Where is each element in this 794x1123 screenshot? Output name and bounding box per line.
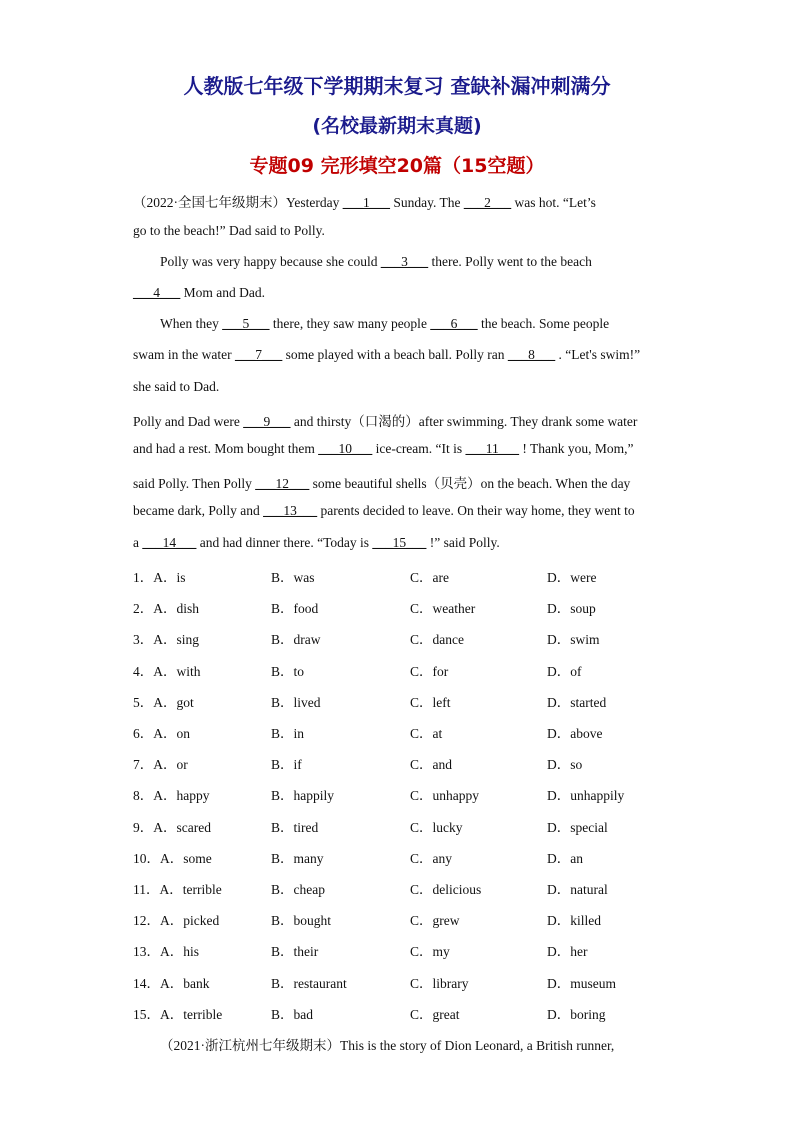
option-row <box>133 878 693 898</box>
option-c[interactable]: C．great <box>410 1006 460 1022</box>
passage-line <box>133 503 673 519</box>
passage-text: there, they saw many people <box>269 316 431 331</box>
option-d[interactable]: D．killed <box>547 913 601 929</box>
option-c[interactable]: C．weather <box>410 601 476 617</box>
passage-text: some beautiful shells（贝壳）on the beach. When the day <box>309 476 631 491</box>
option-c[interactable]: C．at <box>410 726 443 741</box>
passage-line <box>133 441 673 457</box>
answer-blank: ___14___ <box>142 535 197 550</box>
option-c[interactable]: C．are <box>410 570 449 585</box>
answer-blank: ___4___ <box>133 285 181 300</box>
option-row <box>133 847 693 867</box>
option-a[interactable]: 12．A．picked <box>133 913 220 929</box>
answer-blank: ___8___ <box>507 347 556 362</box>
option-d[interactable]: D．special <box>547 819 608 835</box>
passage-line <box>160 254 700 270</box>
option-a[interactable]: 15．A．terrible <box>133 1006 223 1022</box>
option-row <box>133 691 693 711</box>
option-c[interactable]: C．any <box>410 850 452 866</box>
page-subtitle: (名校最新期末真题) <box>312 115 482 137</box>
passage-line <box>133 410 673 430</box>
option-row <box>133 722 693 742</box>
passage-text: swam in the water <box>133 347 235 362</box>
passage-text: ice-cream. “It is <box>372 441 466 456</box>
answer-blank: ___6___ <box>430 316 478 331</box>
option-d[interactable]: D．boring <box>547 1006 606 1022</box>
passage-text: said Polly. Then Polly <box>133 476 256 491</box>
option-a[interactable]: 1．A．is <box>133 570 186 585</box>
passage-line <box>133 535 673 551</box>
option-a[interactable]: 8．A．happy <box>133 788 210 804</box>
option-b[interactable]: B．bought <box>271 913 332 929</box>
option-d[interactable]: D．natural <box>547 882 608 897</box>
passage-text: was hot. “Let’s <box>511 195 596 210</box>
option-c[interactable]: C．my <box>410 944 450 960</box>
option-a[interactable]: 5．A．got <box>133 694 194 710</box>
option-b[interactable]: B．many <box>271 850 324 866</box>
option-b[interactable]: B．in <box>271 726 305 741</box>
topic-heading: 专题09 完形填空20篇（15空题） <box>249 155 545 177</box>
answer-blank: ___7___ <box>234 347 283 362</box>
passage-line <box>133 472 673 492</box>
answer-blank: ___13___ <box>263 503 318 518</box>
passage-text: there. Polly went to the beach <box>428 254 592 269</box>
passage-text: and had a rest. Mom bought them <box>133 441 319 456</box>
option-b[interactable]: B．draw <box>271 632 321 648</box>
passage-text: parents decided to leave. On their way home, they went to <box>317 503 635 518</box>
option-d[interactable]: D．unhappily <box>547 788 625 804</box>
option-b[interactable]: B．tired <box>271 819 319 835</box>
passage-text: became dark, Polly and <box>133 503 264 518</box>
option-c[interactable]: C．delicious <box>410 882 482 897</box>
option-b[interactable]: B．restaurant <box>271 975 347 991</box>
passage-text: and thirsty（口渴的）after swimming. They drank some water <box>290 414 638 429</box>
passage-text: a <box>133 535 143 550</box>
passage-text: Sunday. The <box>390 195 464 210</box>
option-row <box>133 940 693 960</box>
option-d[interactable]: D．above <box>547 726 603 741</box>
option-d[interactable]: D．so <box>547 757 583 773</box>
page-title: 人教版七年级下学期期末复习 查缺补漏冲刺满分 <box>183 74 611 98</box>
option-a[interactable]: 3．A．sing <box>133 632 200 648</box>
passage-text: When they <box>160 316 223 331</box>
option-b[interactable]: B．food <box>271 601 319 617</box>
passage-line <box>133 379 673 395</box>
option-d[interactable]: D．museum <box>547 975 616 991</box>
passage-text: . “Let's swim!” <box>555 347 641 362</box>
option-row <box>133 597 693 617</box>
answer-blank: ___2___ <box>463 195 512 210</box>
option-c[interactable]: C．for <box>410 663 449 679</box>
option-row <box>133 784 693 804</box>
option-b[interactable]: B．bad <box>271 1006 313 1022</box>
option-b[interactable]: B．if <box>271 757 302 773</box>
option-b[interactable]: B．was <box>271 570 315 585</box>
option-c[interactable]: C．unhappy <box>410 788 479 804</box>
option-a[interactable]: 7．A．or <box>133 757 188 773</box>
passage-text: （2022·全国七年级期末）Yesterday <box>133 195 343 210</box>
option-a[interactable]: 13．A．his <box>133 944 200 960</box>
option-c[interactable]: C．and <box>410 757 452 773</box>
option-row <box>133 1003 693 1023</box>
passage-line <box>160 316 700 332</box>
option-row <box>133 972 693 992</box>
option-row <box>133 816 693 836</box>
passage-text: Mom and Dad. <box>180 285 265 300</box>
answer-blank: ___1___ <box>342 195 390 210</box>
option-row <box>133 566 693 586</box>
option-a[interactable]: 9．A．scared <box>133 819 211 835</box>
passage-line <box>133 223 673 239</box>
option-b[interactable]: B．happily <box>271 788 334 804</box>
option-a[interactable]: 10．A．some <box>133 850 212 866</box>
option-b[interactable]: B．lived <box>271 694 321 710</box>
passage-text: Polly was very happy because she could <box>160 254 381 269</box>
option-row <box>133 753 693 773</box>
passage-text: and had dinner there. “Today is <box>196 535 373 550</box>
option-c[interactable]: C．grew <box>410 913 460 929</box>
passage-2-intro: （2021·浙江杭州七年级期末）This is the story of Dion Leonard, a British runner, <box>160 1038 615 1053</box>
passage-line <box>133 191 673 211</box>
passage-line <box>133 285 673 301</box>
option-a[interactable]: 6．A．on <box>133 726 190 741</box>
option-c[interactable]: C．library <box>410 975 469 991</box>
answer-blank: ___9___ <box>243 414 291 429</box>
option-d[interactable]: D．started <box>547 694 607 710</box>
option-row <box>133 628 693 648</box>
passage-text: the beach. Some people <box>477 316 610 331</box>
option-d[interactable]: D．swim <box>547 632 600 648</box>
passage-text: she said to Dad. <box>133 379 220 394</box>
answer-blank: ___15___ <box>372 535 427 550</box>
answer-blank: ___10___ <box>318 441 373 456</box>
passage-text: Polly and Dad were <box>133 414 244 429</box>
option-c[interactable]: C．lucky <box>410 819 463 835</box>
passage-text: !” said Polly. <box>426 535 500 550</box>
option-row <box>133 909 693 929</box>
passage-line <box>133 347 673 363</box>
option-d[interactable]: D．soup <box>547 601 596 617</box>
option-d[interactable]: D．her <box>547 944 588 960</box>
option-row <box>133 660 693 680</box>
passage-text: go to the beach!” Dad said to Polly. <box>133 223 325 238</box>
option-b[interactable]: B．their <box>271 944 319 960</box>
passage-text: some played with a beach ball. Polly ran <box>282 347 508 362</box>
option-a[interactable]: 4．A．with <box>133 663 201 679</box>
option-d[interactable]: D．an <box>547 850 583 866</box>
answer-blank: ___3___ <box>380 254 429 269</box>
option-a[interactable]: 14．A．bank <box>133 975 210 991</box>
answer-blank: ___12___ <box>255 476 310 491</box>
option-a[interactable]: 11．A．terrible <box>133 882 222 897</box>
answer-blank: ___11___ <box>465 441 520 456</box>
passage-text: ! Thank you, Mom,” <box>519 441 634 456</box>
option-b[interactable]: B．cheap <box>271 882 325 897</box>
answer-blank: ___5___ <box>222 316 270 331</box>
option-d[interactable]: D．of <box>547 663 582 679</box>
option-c[interactable]: C．left <box>410 694 451 710</box>
option-d[interactable]: D．were <box>547 570 597 585</box>
option-b[interactable]: B．to <box>271 663 305 679</box>
option-a[interactable]: 2．A．dish <box>133 601 200 617</box>
option-c[interactable]: C．dance <box>410 632 464 648</box>
